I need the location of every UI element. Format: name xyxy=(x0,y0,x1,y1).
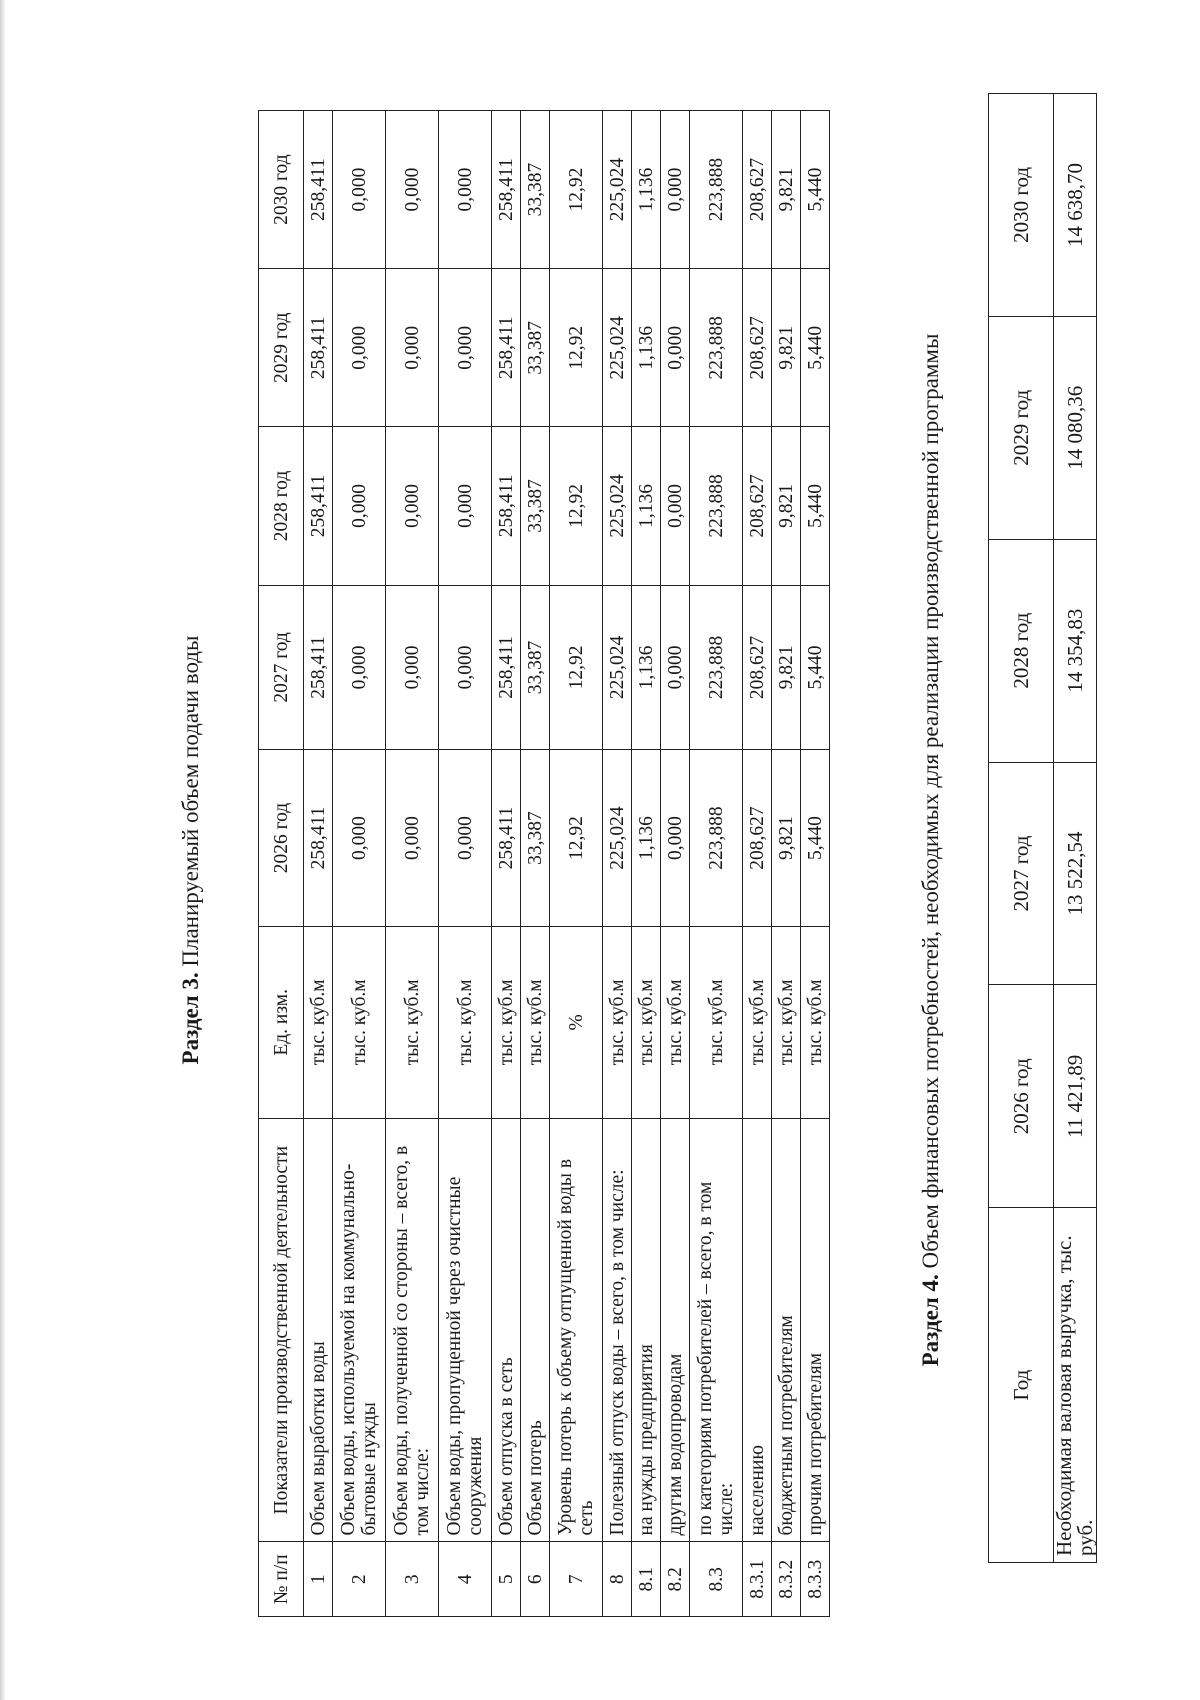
row-value-2030: 0,000 xyxy=(439,111,492,269)
revenue-2027: 13 522,54 xyxy=(1054,762,1097,985)
row-value-2027: 208,627 xyxy=(743,585,772,750)
row-value-2030: 1,136 xyxy=(632,111,661,269)
header-indicator: Показатели производственной деятельности xyxy=(259,1118,304,1542)
table-header-row xyxy=(989,94,1054,1563)
revenue-label: Необходимая валовая выручка, тыс. руб. xyxy=(1054,1208,1097,1563)
row-value-2029: 9,821 xyxy=(772,269,801,427)
row-indicator: на нужды предприятия xyxy=(632,1118,661,1542)
row-value-2028: 33,387 xyxy=(521,427,550,585)
row-number: 4 xyxy=(439,1542,492,1617)
row-value-2026: 225,024 xyxy=(603,750,632,926)
row-value-2030: 5,440 xyxy=(801,111,830,269)
row-unit: % xyxy=(550,926,603,1118)
row-indicator: по категориям потребителей – всего, в том числе: xyxy=(690,1118,743,1542)
row-value-2028: 0,000 xyxy=(333,427,386,585)
header-unit: Ед. изм. xyxy=(259,926,304,1118)
header-num: № п/п xyxy=(259,1542,304,1617)
row-value-2026: 1,136 xyxy=(632,750,661,926)
header-2030: 2030 год xyxy=(989,94,1054,317)
row-unit: тыс. куб.м xyxy=(801,926,830,1118)
row-indicator: другим водопроводам xyxy=(661,1118,690,1542)
table-row xyxy=(661,111,690,1617)
row-indicator: Объем воды, полученной со стороны – всего, в том числе: xyxy=(386,1118,439,1542)
row-value-2028: 12,92 xyxy=(550,427,603,585)
row-value-2029: 258,411 xyxy=(492,269,521,427)
row-value-2026: 0,000 xyxy=(386,750,439,926)
row-value-2029: 258,411 xyxy=(304,269,333,427)
revenue-2030: 14 638,70 xyxy=(1054,94,1097,317)
section3-title-bold: Раздел 3. xyxy=(178,972,203,1065)
row-indicator: Объем потерь xyxy=(521,1118,550,1542)
row-number: 5 xyxy=(492,1542,521,1617)
header-2029: 2029 год xyxy=(259,269,304,427)
header-2027: 2027 год xyxy=(259,585,304,750)
row-indicator: Объем выработки воды xyxy=(304,1118,333,1542)
row-value-2027: 223,888 xyxy=(690,585,743,750)
row-value-2028: 9,821 xyxy=(772,427,801,585)
row-number: 8.3.1 xyxy=(743,1542,772,1617)
row-value-2027: 5,440 xyxy=(801,585,830,750)
row-number: 8 xyxy=(603,1542,632,1617)
row-value-2030: 258,411 xyxy=(492,111,521,269)
row-value-2026: 258,411 xyxy=(304,750,333,926)
row-value-2027: 0,000 xyxy=(661,585,690,750)
row-value-2030: 9,821 xyxy=(772,111,801,269)
row-value-2029: 208,627 xyxy=(743,269,772,427)
row-number: 8.3.3 xyxy=(801,1542,830,1617)
row-value-2030: 0,000 xyxy=(333,111,386,269)
header-year: Год xyxy=(989,1208,1054,1563)
header-2027: 2027 год xyxy=(989,762,1054,985)
table-row xyxy=(333,111,386,1617)
row-value-2029: 223,888 xyxy=(690,269,743,427)
water-supply-table xyxy=(258,110,830,1617)
header-2028: 2028 год xyxy=(259,427,304,585)
header-2029: 2029 год xyxy=(989,316,1054,539)
row-value-2029: 33,387 xyxy=(521,269,550,427)
row-value-2028: 0,000 xyxy=(439,427,492,585)
row-value-2026: 5,440 xyxy=(801,750,830,926)
row-value-2030: 258,411 xyxy=(304,111,333,269)
row-value-2027: 0,000 xyxy=(386,585,439,750)
row-unit: тыс. куб.м xyxy=(603,926,632,1118)
row-value-2030: 225,024 xyxy=(603,111,632,269)
header-2030: 2030 год xyxy=(259,111,304,269)
row-unit: тыс. куб.м xyxy=(661,926,690,1118)
table-row xyxy=(603,111,632,1617)
table-row xyxy=(690,111,743,1617)
row-unit: тыс. куб.м xyxy=(772,926,801,1118)
section3-heading xyxy=(178,0,204,1700)
row-value-2027: 258,411 xyxy=(304,585,333,750)
row-number: 8.3.2 xyxy=(772,1542,801,1617)
table-row xyxy=(304,111,333,1617)
table-row xyxy=(386,111,439,1617)
row-indicator: Объем воды, используемой на коммунально-бытовые нужды xyxy=(333,1118,386,1542)
row-value-2029: 5,440 xyxy=(801,269,830,427)
row-value-2029: 225,024 xyxy=(603,269,632,427)
row-indicator: Объем отпуска в сеть xyxy=(492,1118,521,1542)
table-row xyxy=(632,111,661,1617)
row-indicator: Уровень потерь к объему отпущенной воды в сеть xyxy=(550,1118,603,1542)
row-value-2027: 0,000 xyxy=(333,585,386,750)
row-value-2027: 33,387 xyxy=(521,585,550,750)
row-value-2028: 0,000 xyxy=(386,427,439,585)
row-number: 6 xyxy=(521,1542,550,1617)
row-unit: тыс. куб.м xyxy=(492,926,521,1118)
table-row xyxy=(521,111,550,1617)
row-unit: тыс. куб.м xyxy=(690,926,743,1118)
header-2026: 2026 год xyxy=(259,750,304,926)
row-value-2028: 5,440 xyxy=(801,427,830,585)
section3-title-text: Планируемый объем подачи воды xyxy=(178,635,203,967)
table-row xyxy=(492,111,521,1617)
row-indicator: бюджетным потребителям xyxy=(772,1118,801,1542)
row-value-2027: 9,821 xyxy=(772,585,801,750)
row-value-2028: 0,000 xyxy=(661,427,690,585)
row-value-2030: 223,888 xyxy=(690,111,743,269)
row-value-2026: 208,627 xyxy=(743,750,772,926)
row-value-2030: 12,92 xyxy=(550,111,603,269)
row-unit: тыс. куб.м xyxy=(386,926,439,1118)
row-unit: тыс. куб.м xyxy=(439,926,492,1118)
table-row xyxy=(550,111,603,1617)
row-value-2028: 225,024 xyxy=(603,427,632,585)
row-unit: тыс. куб.м xyxy=(743,926,772,1118)
revenue-2026: 11 421,89 xyxy=(1054,985,1097,1208)
row-value-2029: 12,92 xyxy=(550,269,603,427)
row-indicator: Полезный отпуск воды – всего, в том числе: xyxy=(603,1118,632,1542)
row-unit: тыс. куб.м xyxy=(521,926,550,1118)
row-value-2030: 0,000 xyxy=(661,111,690,269)
section4-title-bold: Раздел 4. xyxy=(918,1274,943,1367)
row-value-2030: 208,627 xyxy=(743,111,772,269)
row-value-2026: 0,000 xyxy=(439,750,492,926)
row-value-2027: 258,411 xyxy=(492,585,521,750)
header-2028: 2028 год xyxy=(989,539,1054,762)
row-value-2030: 33,387 xyxy=(521,111,550,269)
table-header-row xyxy=(259,111,304,1617)
row-number: 1 xyxy=(304,1542,333,1617)
row-number: 7 xyxy=(550,1542,603,1617)
row-unit: тыс. куб.м xyxy=(304,926,333,1118)
row-indicator: прочим потребителям xyxy=(801,1118,830,1542)
row-value-2029: 0,000 xyxy=(386,269,439,427)
revenue-2028: 14 354,83 xyxy=(1054,539,1097,762)
row-number: 3 xyxy=(386,1542,439,1617)
water-supply-table-body xyxy=(304,111,830,1617)
table-row xyxy=(1054,94,1097,1563)
row-value-2026: 9,821 xyxy=(772,750,801,926)
row-value-2028: 208,627 xyxy=(743,427,772,585)
row-value-2026: 0,000 xyxy=(333,750,386,926)
row-value-2027: 1,136 xyxy=(632,585,661,750)
row-value-2030: 0,000 xyxy=(386,111,439,269)
row-value-2026: 12,92 xyxy=(550,750,603,926)
row-value-2028: 1,136 xyxy=(632,427,661,585)
row-number: 8.3 xyxy=(690,1542,743,1617)
row-value-2026: 223,888 xyxy=(690,750,743,926)
row-value-2028: 258,411 xyxy=(304,427,333,585)
table-row xyxy=(801,111,830,1617)
row-number: 8.2 xyxy=(661,1542,690,1617)
row-unit: тыс. куб.м xyxy=(333,926,386,1118)
revenue-2029: 14 080,36 xyxy=(1054,316,1097,539)
row-value-2026: 258,411 xyxy=(492,750,521,926)
row-value-2027: 0,000 xyxy=(439,585,492,750)
row-indicator: Объем воды, пропущенной через очистные сооружения xyxy=(439,1118,492,1542)
row-value-2027: 12,92 xyxy=(550,585,603,750)
row-value-2028: 223,888 xyxy=(690,427,743,585)
header-2026: 2026 год xyxy=(989,985,1054,1208)
row-value-2028: 258,411 xyxy=(492,427,521,585)
row-value-2029: 0,000 xyxy=(439,269,492,427)
section4-title-text: Объем финансовых потребностей, необходимых для реализации производственной программы xyxy=(918,333,943,1269)
row-number: 8.1 xyxy=(632,1542,661,1617)
row-number: 2 xyxy=(333,1542,386,1617)
row-value-2029: 0,000 xyxy=(661,269,690,427)
row-value-2029: 0,000 xyxy=(333,269,386,427)
section4-heading xyxy=(918,0,944,1700)
row-indicator: населению xyxy=(743,1118,772,1542)
row-value-2029: 1,136 xyxy=(632,269,661,427)
table-row xyxy=(772,111,801,1617)
row-value-2027: 225,024 xyxy=(603,585,632,750)
row-value-2026: 0,000 xyxy=(661,750,690,926)
table-row xyxy=(439,111,492,1617)
financial-needs-table xyxy=(988,93,1097,1563)
row-unit: тыс. куб.м xyxy=(632,926,661,1118)
row-value-2026: 33,387 xyxy=(521,750,550,926)
table-row xyxy=(743,111,772,1617)
